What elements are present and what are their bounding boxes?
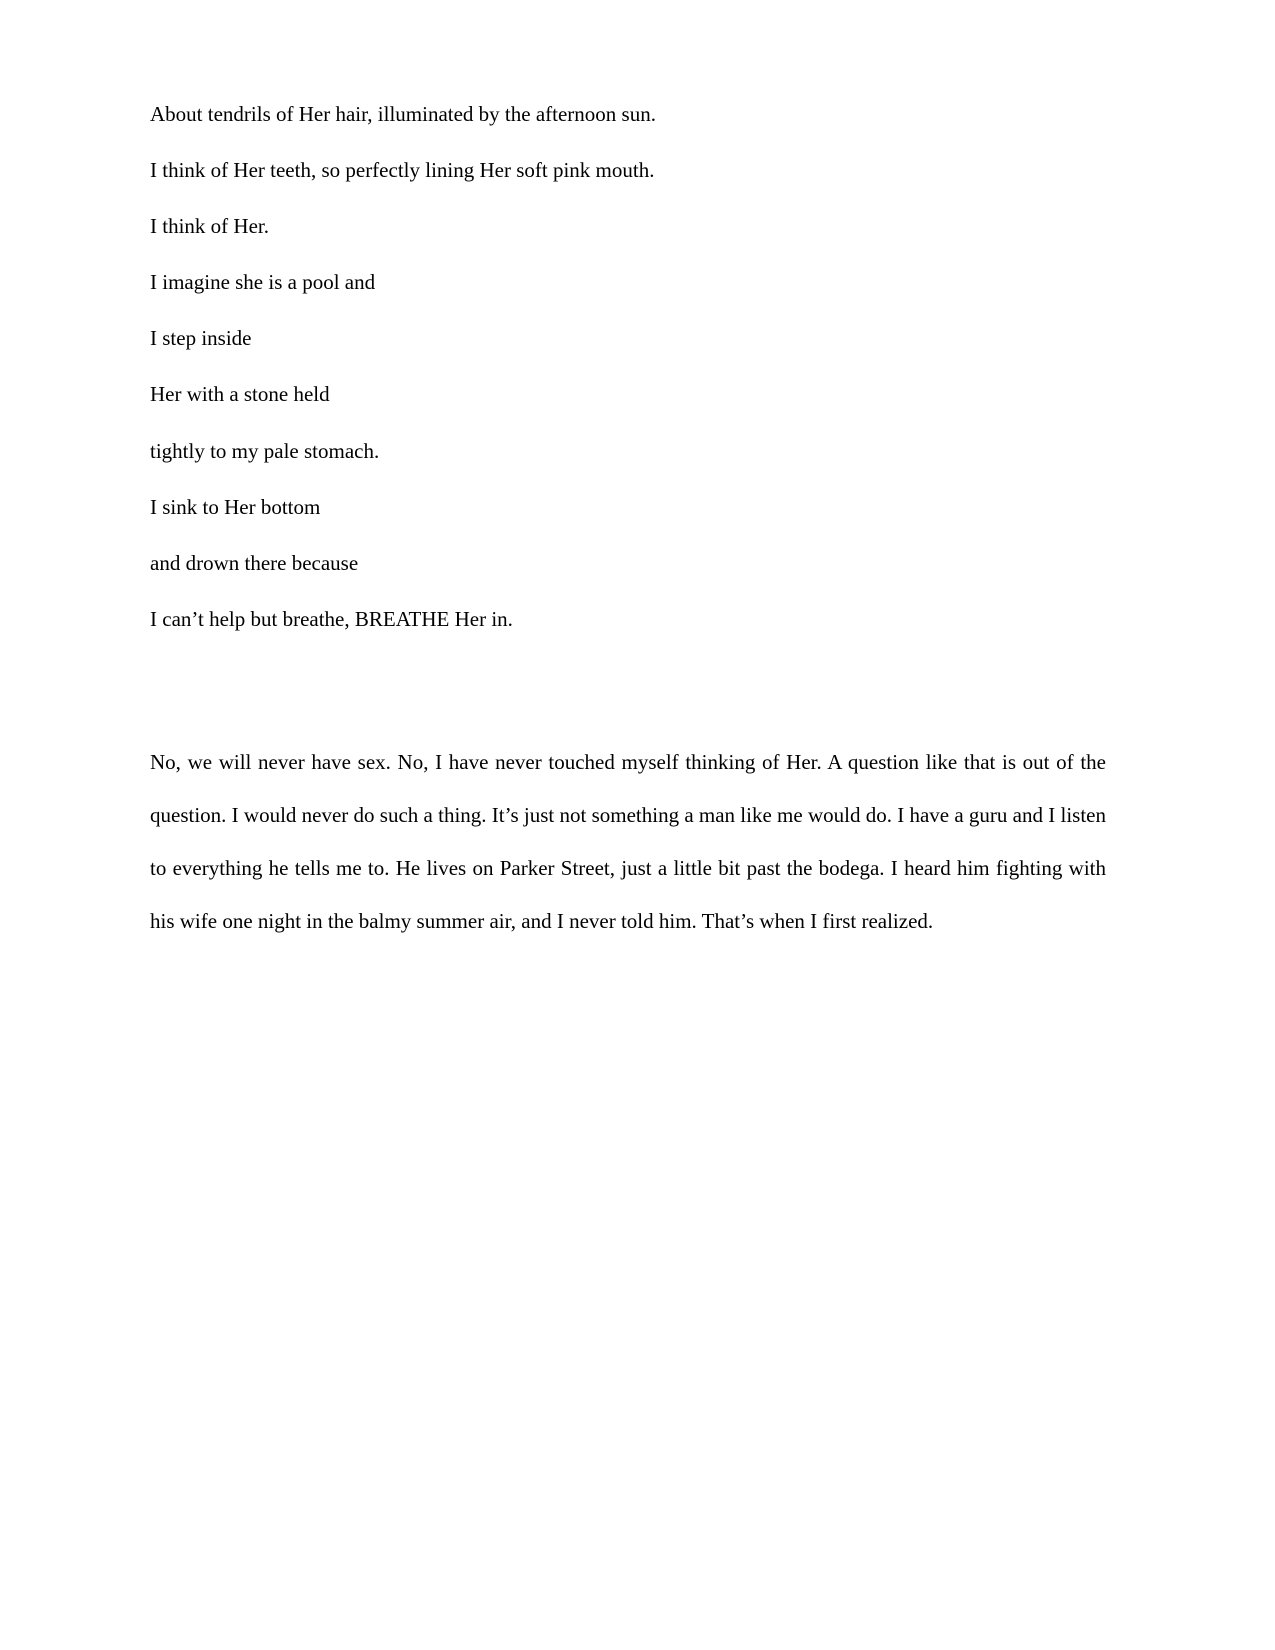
poem-line: I step inside xyxy=(150,326,252,351)
poem-line: About tendrils of Her hair, illuminated by the afternoon sun. xyxy=(150,102,656,126)
poem-line: Her with a stone held xyxy=(150,382,330,407)
poem-block xyxy=(150,100,1150,661)
poem-line: I can’t help but breathe, BREATHE Her in. xyxy=(150,606,513,631)
poem-line: and drown there because xyxy=(150,550,359,575)
poem-line: I sink to Her bottom xyxy=(150,494,321,519)
poem-line: tightly to my pale stomach. xyxy=(150,438,380,463)
poem-line: I think of Her teeth, so perfectly lining Her soft pink mouth. xyxy=(150,158,655,183)
poem-line: I think of Her. xyxy=(150,214,269,239)
poem-line: I imagine she is a pool and xyxy=(150,270,376,295)
prose-paragraph: No, we will never have sex. No, I have never touched myself thinking of Her. A question like that is out of the question. I would never do such a thing. It’s just not something a man like me would do. I have a guru and I listen to everything he tells me to. He lives on Parker Street, just a little bit past the bodega. I heard him fighting with his wife one night in the balmy summer air, and I never told him. That’s when I first realized. xyxy=(150,750,1106,933)
